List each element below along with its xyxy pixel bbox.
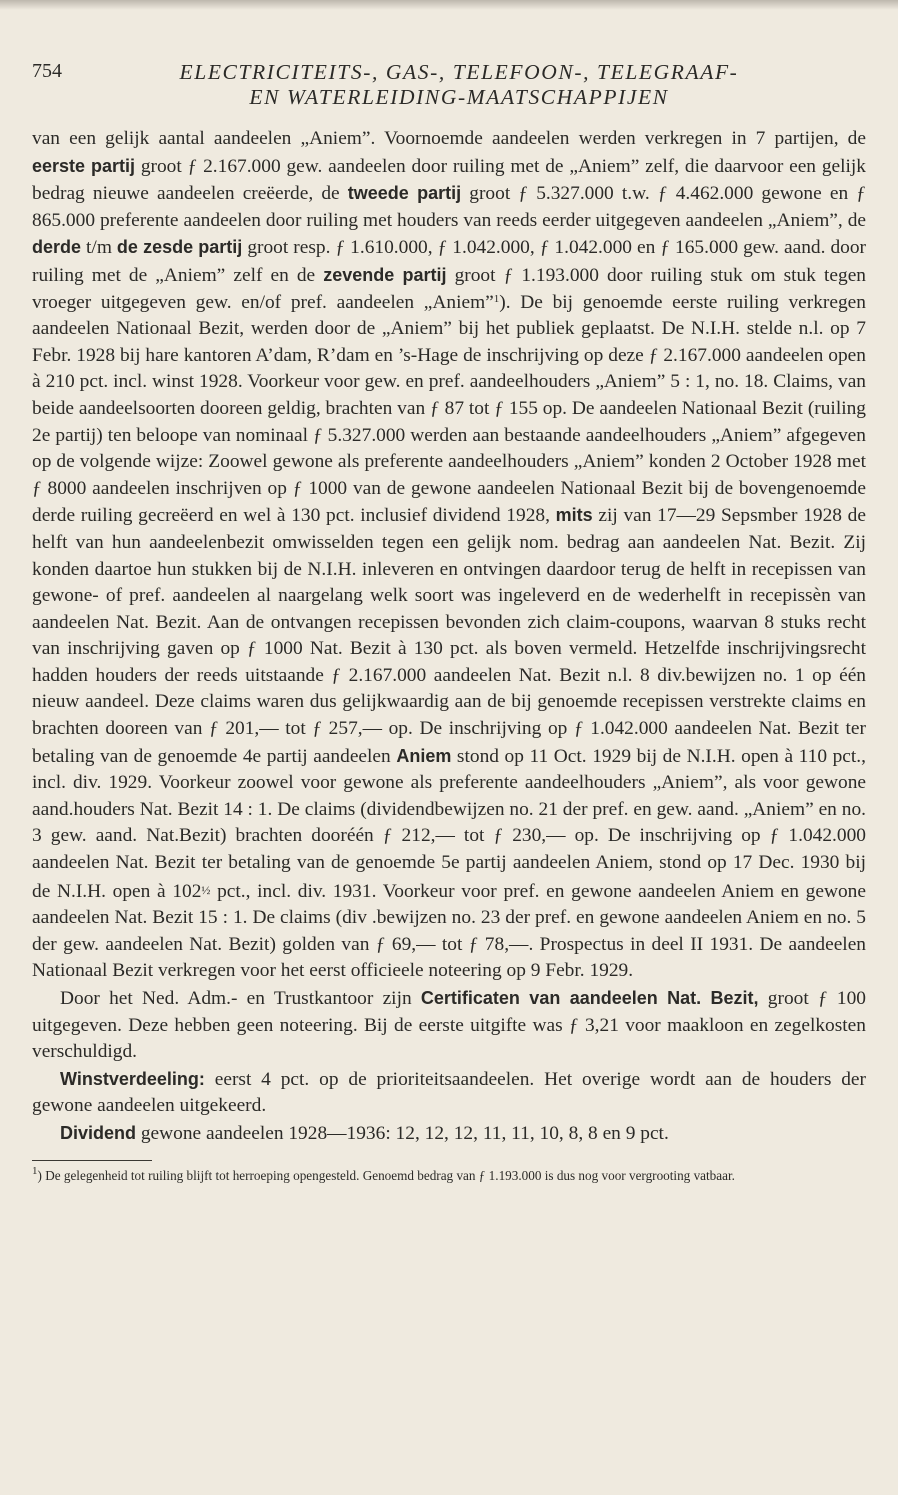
text-segment: groot ƒ 5.327.000 t.w. ƒ 4.462.000 gewone en ƒ 865.000 preferente aandeelen door ruiling met houders van reeds eerder uitgegeven aandeelen „Aniem”, de — [32, 183, 867, 231]
text-segment: groot resp. ƒ 1.610.000, ƒ 1.042.000, ƒ 1.042.000 en ƒ 165.000 gew. aand. door ruiling met de „Aniem” zelf en de — [32, 237, 866, 286]
running-title — [32, 60, 866, 110]
fraction-half: ½ — [201, 882, 211, 897]
text-segment: ). De bij genoemde eerste ruiling verkregen aandeelen Nationaal Bezit, werden door de „Aniem” bij het publiek geplaatst. De N.I.H. stelde n.l. op 7 Febr. 1928 bij hare kantoren A’dam, R’dam en ’s-Hage de inschrijving op deze ƒ 2.167.000 aandeelen open à 210 pct. incl. winst 1928. Voorkeur voor gew. en pref. aandeelhouders „Aniem” 5 : 1, no. 18. Claims, van beide aandeelsoorten dooreen geldig, brachten van ƒ 87 tot ƒ 155 op. De aandeelen Nationaal Bezit (ruiling 2e partij) ten beloope van nominaal ƒ 5.327.000 werden aan bestaande aandeelhouders „Aniem” afgegeven op de volgende wijze: Zoowel gewone als preferente aandeelhouders „Aniem” konden 2 October 1928 met ƒ 8000 aandeelen inschrijven op ƒ 1000 van de gewone aandeelen Nationaal Bezit bij de bovengenoemde derde ruiling gecreëerd en wel à 130 pct. inclusief dividend 1928, — [32, 291, 866, 527]
page-top-shadow — [0, 0, 898, 10]
paragraph-certificaten — [32, 985, 866, 1066]
bold-term-tweede-partij: tweede partij — [347, 183, 462, 204]
text-segment: Door het Ned. Adm.- en Trustkantoor zijn — [60, 988, 421, 1009]
paragraph-partijen — [32, 126, 866, 985]
bold-term-zesde-partij: de zesde partij — [116, 237, 243, 258]
footnote-divider — [32, 1160, 152, 1161]
bold-term-mits: mits — [555, 505, 593, 526]
running-header — [32, 60, 866, 120]
bold-term-dividend: Dividend — [60, 1122, 137, 1143]
paragraph-dividend — [32, 1120, 866, 1148]
bold-term-zevende-partij: zevende partij — [323, 264, 447, 285]
footnote — [32, 1164, 866, 1184]
text-segment: zij van 17—29 Sepsmber 1928 de helft van hun aandeelenbezit omwisselden tegen een gelijk nom. bedrag aan aandeelen Nat. Bezit. Zij konden daartoe hun stukken bij de N.I.H. inleveren en ontvingen daardoor terug de helft in recepissen van gewone- of pref. aandeelen al naargelang welk soort was ingeleverd en de wederhelft in recepissèn van aandeelen Nat. Bezit. Aan de ontvangen recepissen bevonden zich claim-coupons, waarvan 8 stuks recht van inschrijving gaven op ƒ 1000 Nat. Bezit à 130 pct. als boven vermeld. Hetzelfde inschrijvingsrecht hadden houders der reeds uitstaande ƒ 2.167.000 aandeelen Nat. Bezit n.l. 8 div.bewijzen no. 1 op één nieuw aandeel. Deze claims waren dus gelijkwaardig aan de bij genoemde recepissen verstrekte claims en brachten dooreen van ƒ 201,— tot ƒ 257,— op. De inschrijving op ƒ 1.042.000 aandeelen Nat. Bezit ter betaling van de genoemde 4e partij aandeelen — [32, 505, 866, 767]
bold-term-aniem: Aniem — [396, 745, 452, 766]
paragraph-winstverdeeling — [32, 1066, 866, 1120]
text-segment: van een gelijk aantal aandeelen „Aniem”. Voornoemde aandeelen werden verkregen in 7 partijen, de — [32, 128, 866, 149]
text-segment: stond op 11 Oct. 1929 bij de N.I.H. open à 110 pct., incl. div. 1929. Voorkeur zoowel voor gewone als preferente aandeelhouders „Aniem”, als voor gewone aand.houders Nat. Bezit 14 : 1. De claims (dividendbewijzen no. 21 der pref. en gew. aand. „Aniem” en no. 3 gew. aand. Nat.Bezit) brachten dooréén ƒ 212,— tot ƒ 230,— op. De inschrijving op ƒ 1.042.000 aandeelen Nat. Bezit ter betaling van de genoemde 5e partij aandeelen Aniem, stond op 17 Dec. 1930 bij de N.I.H. open à 102 — [32, 745, 866, 902]
footnote-mark: 1 — [32, 1164, 38, 1177]
page-number: 754 — [32, 60, 62, 82]
footnote-reference: 1 — [493, 292, 500, 305]
text-segment: gewone aandeelen 1928—1936: 12, 12, 12, 11, 11, 10, 8, 8 en 9 pct. — [136, 1122, 669, 1144]
bold-term-winstverdeeling: Winstverdeeling: — [60, 1068, 205, 1089]
bold-term-certificaten: Certificaten van aandeelen Nat. Bezit, — [420, 988, 759, 1008]
text-segment: groot ƒ 1.193.000 door ruiling stuk om stuk tegen vroeger uitgegeven gew. en/of pref. aandeelen „Aniem” — [32, 264, 866, 313]
text-segment: groot ƒ 100 uitgegeven. Deze hebben geen noteering. Bij de eerste uitgifte was ƒ 3,21 voor maakloon en zegelkosten verschuldigd. — [32, 988, 866, 1063]
running-title-line-1: ELECTRICITEITS-, GAS-, TELEFOON-, TELEGRAAF- — [179, 60, 739, 84]
text-segment: pct., incl. div. 1931. Voorkeur voor pref. en gewone aandeelen Aniem en gewone aandeelen Nat. Bezit 15 : 1. De claims (div .bewijzen no. 23 der pref. en gewone aandeelen Aniem en no. 5 der gew. aandeelen Nat. Bezit) golden van ƒ 69,— tot ƒ 78,—. Prospectus in deel II 1931. De aandeelen Nationaal Bezit verkregen voor het eerst officieele noteering op 9 Febr. 1929. — [32, 880, 866, 982]
running-title-line-2: EN WATERLEIDING-MAATSCHAPPIJEN — [249, 85, 669, 109]
footnote-text: ) De gelegenheid tot ruiling blijft tot herroeping opengesteld. Genoemd bedrag van ƒ 1.193.000 is dus nog voor vergrooting vatbaar. — [37, 1167, 735, 1183]
body-text — [32, 126, 866, 1148]
text-segment: groot ƒ 2.167.000 gew. aandeelen door ruiling met de „Aniem” zelf, die daarvoor een gelijk bedrag nieuwe aandeelen creëerde, de — [32, 155, 866, 205]
bold-term-derde: derde — [32, 237, 82, 258]
text-segment: t/m — [81, 237, 117, 259]
bold-term-eerste-partij: eerste partij — [32, 155, 136, 176]
text-segment: eerst 4 pct. op de prioriteitsaandeelen. Het overige wordt aan de houders der gewone aandeelen uitgekeerd. — [32, 1068, 866, 1117]
